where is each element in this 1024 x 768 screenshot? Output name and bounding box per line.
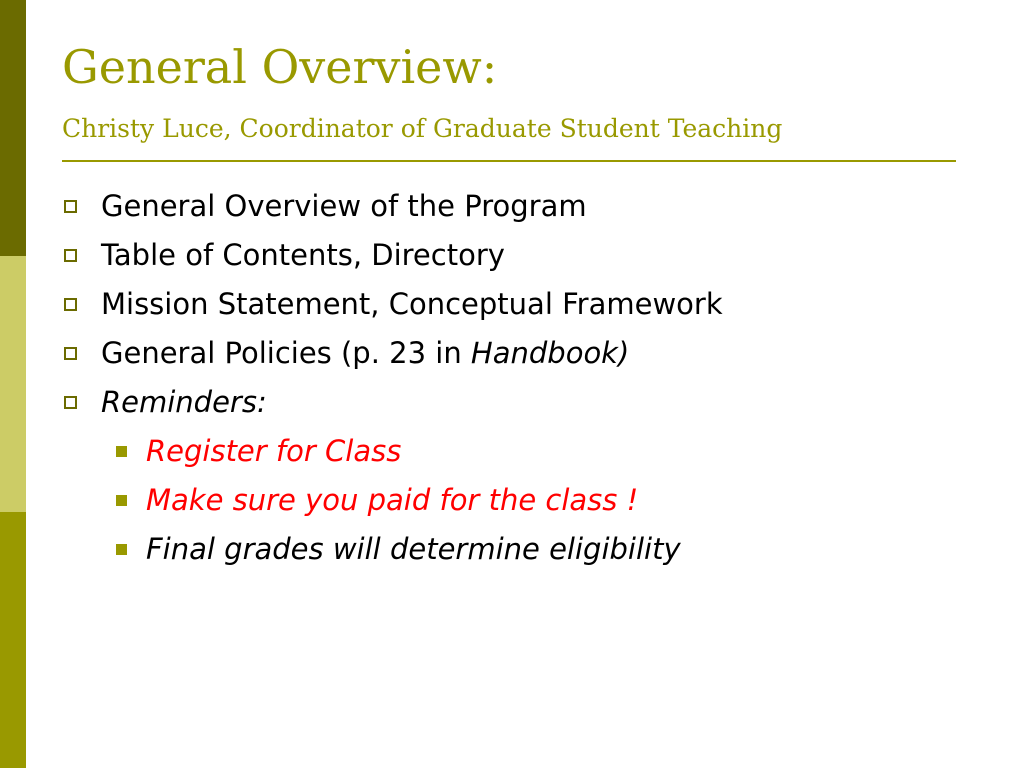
filled-square-bullet-icon [116,495,127,506]
hollow-square-bullet-icon [64,249,77,262]
bullet-item [64,283,723,332]
sub-bullet-text: Register for Class [146,434,402,468]
bullet-item [64,185,723,234]
sub-bullet-item [64,528,723,577]
filled-square-bullet-icon [116,446,127,457]
reminders-heading: Reminders: [101,385,267,419]
hollow-square-bullet-icon [64,298,77,311]
sub-bullet-text: Final grades will determine eligibility [146,532,681,566]
bullet-item [64,381,723,430]
hollow-square-bullet-icon [64,200,77,213]
sub-bullet-text: Make sure you paid for the class ! [146,483,639,517]
sidebar-band-light [0,256,26,512]
title-divider [62,160,956,162]
decorative-sidebar [0,0,26,768]
sidebar-band-dark [0,0,26,256]
sub-bullet-item [64,479,723,528]
filled-square-bullet-icon [116,544,127,555]
slide-subtitle: Christy Luce, Coordinator of Graduate Student Teaching [62,114,783,143]
handbook-italic-text: Handbook) [470,336,630,370]
bullet-text: Table of Contents, Directory [101,238,505,272]
bullet-list [64,185,723,577]
bullet-item [64,234,723,283]
hollow-square-bullet-icon [64,396,77,409]
bullet-text: General Policies (p. 23 in [101,336,471,370]
bullet-item [64,332,723,381]
sub-bullet-item [64,430,723,479]
hollow-square-bullet-icon [64,347,77,360]
sidebar-band-olive [0,512,26,768]
bullet-text: Mission Statement, Conceptual Framework [101,287,723,321]
slide-title: General Overview: [62,40,498,94]
bullet-text: General Overview of the Program [101,189,587,223]
